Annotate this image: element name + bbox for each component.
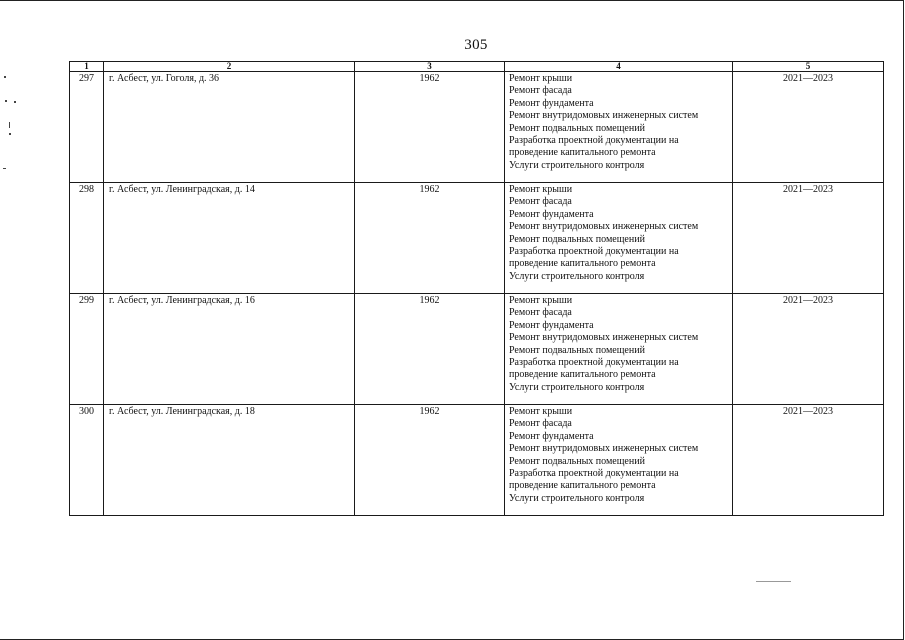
work-item: Разработка проектной документации на — [509, 357, 679, 369]
scan-artifact — [3, 168, 6, 169]
scan-artifact — [14, 101, 16, 103]
period-cell: 2021—2023 — [733, 72, 884, 183]
work-item: Услуги строительного контроля — [509, 270, 645, 282]
work-item: Ремонт фасада — [509, 196, 572, 208]
column-header: 3 — [355, 62, 505, 72]
work-item: Разработка проектной документации на — [509, 135, 679, 147]
work-item: Ремонт фундамента — [509, 430, 594, 442]
year-cell: 1962 — [355, 183, 505, 294]
work-item: проведение капитального ремонта — [509, 369, 656, 381]
column-header: 5 — [733, 62, 884, 72]
work-item: проведение капитального ремонта — [509, 480, 656, 492]
scan-artifact — [4, 76, 6, 78]
work-item: Ремонт внутридомовых инженерных систем — [509, 221, 699, 233]
table-row — [70, 405, 884, 516]
work-item: Ремонт подвальных помещений — [509, 455, 645, 467]
column-header: 1 — [70, 62, 104, 72]
works-cell — [505, 294, 733, 405]
work-item: Ремонт фасада — [509, 418, 572, 430]
work-item: Ремонт крыши — [509, 73, 573, 84]
period-cell: 2021—2023 — [733, 183, 884, 294]
year-cell: 1962 — [355, 294, 505, 405]
work-item: Ремонт крыши — [509, 295, 573, 306]
work-item: Ремонт крыши — [509, 406, 573, 417]
work-item: Ремонт фасада — [509, 85, 572, 97]
address-cell: г. Асбест, ул. Гоголя, д. 36 — [104, 72, 355, 183]
table-header-row — [70, 62, 884, 72]
work-item: Ремонт крыши — [509, 184, 573, 195]
row-number: 300 — [70, 405, 104, 516]
work-item: Ремонт подвальных помещений — [509, 344, 645, 356]
column-header: 4 — [505, 62, 733, 72]
registry-table — [69, 61, 884, 516]
works-cell — [505, 72, 733, 183]
work-item: Ремонт внутридомовых инженерных систем — [509, 110, 699, 122]
row-number: 299 — [70, 294, 104, 405]
scan-artifact — [9, 122, 10, 128]
work-item: Ремонт фасада — [509, 307, 572, 319]
work-item: Ремонт внутридомовых инженерных систем — [509, 443, 699, 455]
scan-artifact — [9, 133, 11, 135]
table-row — [70, 72, 884, 183]
column-header: 2 — [104, 62, 355, 72]
work-item: Ремонт фундамента — [509, 208, 594, 220]
work-item: Ремонт подвальных помещений — [509, 233, 645, 245]
address-cell: г. Асбест, ул. Ленинградская, д. 18 — [104, 405, 355, 516]
scan-artifact — [5, 100, 7, 102]
period-cell: 2021—2023 — [733, 405, 884, 516]
work-item: Разработка проектной документации на — [509, 246, 679, 258]
page-number: 305 — [464, 37, 488, 53]
works-cell — [505, 405, 733, 516]
row-number: 297 — [70, 72, 104, 183]
year-cell: 1962 — [355, 405, 505, 516]
work-item: Услуги строительного контроля — [509, 492, 645, 504]
work-item: Разработка проектной документации на — [509, 468, 679, 480]
row-number: 298 — [70, 183, 104, 294]
address-cell: г. Асбест, ул. Ленинградская, д. 14 — [104, 183, 355, 294]
year-cell: 1962 — [355, 72, 505, 183]
work-item: Ремонт внутридомовых инженерных систем — [509, 332, 699, 344]
work-item: проведение капитального ремонта — [509, 258, 656, 270]
works-cell — [505, 183, 733, 294]
table-row — [70, 294, 884, 405]
address-cell: г. Асбест, ул. Ленинградская, д. 16 — [104, 294, 355, 405]
work-item: Услуги строительного контроля — [509, 381, 645, 393]
work-item: проведение капитального ремонта — [509, 147, 656, 159]
work-item: Услуги строительного контроля — [509, 159, 645, 171]
work-item: Ремонт подвальных помещений — [509, 122, 645, 134]
table-row — [70, 183, 884, 294]
period-cell: 2021—2023 — [733, 294, 884, 405]
scan-artifact-line — [756, 581, 791, 582]
work-item: Ремонт фундамента — [509, 319, 594, 331]
work-item: Ремонт фундамента — [509, 97, 594, 109]
